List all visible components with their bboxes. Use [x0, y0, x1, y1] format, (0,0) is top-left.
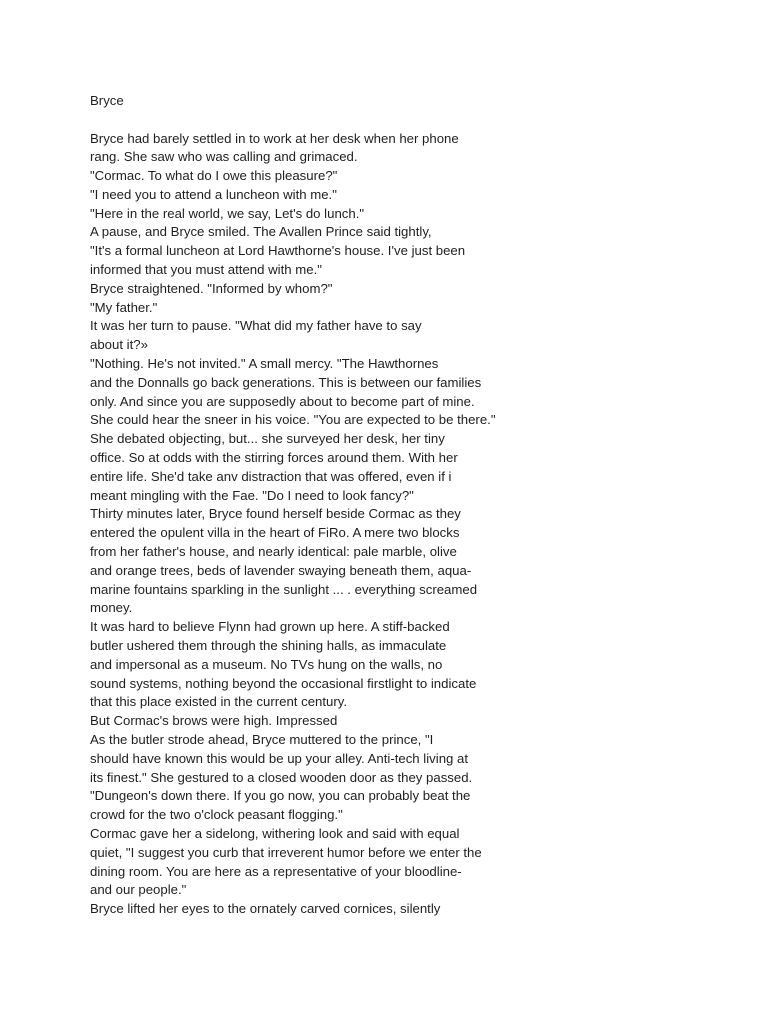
text-line: about it?»	[90, 337, 148, 353]
body-text	[90, 130, 750, 919]
text-line: only. And since you are supposedly about to become part of mine.	[90, 393, 475, 409]
text-line: But Cormac's brows were high. Impressed	[90, 713, 338, 729]
text-line: and impersonal as a museum. No TVs hung on the walls, no	[90, 656, 443, 672]
text-line: "Here in the real world, we say, Let's do lunch."	[90, 205, 365, 221]
text-line: "My father."	[90, 299, 158, 315]
text-line: It was hard to believe Flynn had grown up here. A stiff-backed	[90, 619, 450, 635]
text-line: informed that you must attend with me."	[90, 262, 322, 278]
text-line: and the Donnalls go back generations. This is between our families	[90, 374, 482, 390]
text-line: dining room. You are here as a representative of your bloodline-	[90, 863, 462, 879]
text-line: entered the opulent villa in the heart of FiRo. A mere two blocks	[90, 525, 460, 541]
text-line: butler ushered them through the shining halls, as immaculate	[90, 638, 447, 654]
text-line: A pause, and Bryce smiled. The Avallen Prince said tightly,	[90, 224, 432, 240]
text-line: Bryce straightened. "Informed by whom?"	[90, 280, 333, 296]
document-page	[90, 91, 750, 919]
text-line: should have known this would be up your alley. Anti-tech living at	[90, 750, 469, 766]
text-line: "Dungeon's down there. If you go now, you can probably beat the	[90, 788, 471, 804]
text-line: and our people."	[90, 882, 187, 898]
text-line: money.	[90, 600, 133, 616]
text-line: entire life. She'd take anv distraction that was offered, even if i	[90, 468, 452, 484]
text-line: Cormac gave her a sidelong, withering look and said with equal	[90, 825, 460, 841]
text-line: marine fountains sparkling in the sunlight ... . everything screamed	[90, 581, 478, 597]
text-line: She debated objecting, but... she surveyed her desk, her tiny	[90, 431, 445, 447]
text-line: Bryce lifted her eyes to the ornately carved cornices, silently	[90, 901, 441, 917]
text-line: "Cormac. To what do I owe this pleasure?"	[90, 168, 338, 184]
text-line: As the butler strode ahead, Bryce muttered to the prince, "I	[90, 732, 434, 747]
text-line: Thirty minutes later, Bryce found herself beside Cormac as they	[90, 506, 461, 522]
text-line: "It's a formal luncheon at Lord Hawthorne's house. I've just been	[90, 243, 466, 259]
text-line: "I need you to attend a luncheon with me."	[90, 186, 337, 202]
chapter-title: Bryce	[90, 93, 124, 108]
text-line: crowd for the two o'clock peasant flogging."	[90, 807, 343, 823]
text-line: meant mingling with the Fae. "Do I need to look fancy?"	[90, 487, 414, 503]
text-line: that this place existed in the current century.	[90, 694, 348, 710]
text-line: It was her turn to pause. "What did my father have to say	[90, 318, 422, 334]
text-line: rang. She saw who was calling and grimaced.	[90, 149, 358, 165]
text-line: sound systems, nothing beyond the occasional firstlight to indicate	[90, 675, 477, 691]
text-line: office. So at odds with the stirring forces around them. With her	[90, 450, 458, 466]
text-line: Bryce had barely settled in to work at her desk when her phone	[90, 130, 459, 146]
text-line: quiet, "I suggest you curb that irreverent humor before we enter the	[90, 844, 482, 860]
text-line: its finest." She gestured to a closed wooden door as they passed.	[90, 769, 473, 785]
text-line: "Nothing. He's not invited." A small mercy. "The Hawthornes	[90, 356, 439, 372]
paragraph-gap	[90, 110, 750, 130]
text-line: and orange trees, beds of lavender swaying beneath them, aqua-	[90, 562, 472, 578]
text-line: from her father's house, and nearly identical: pale marble, olive	[90, 544, 457, 560]
text-line: She could hear the sneer in his voice. "You are expected to be there."	[90, 412, 496, 428]
